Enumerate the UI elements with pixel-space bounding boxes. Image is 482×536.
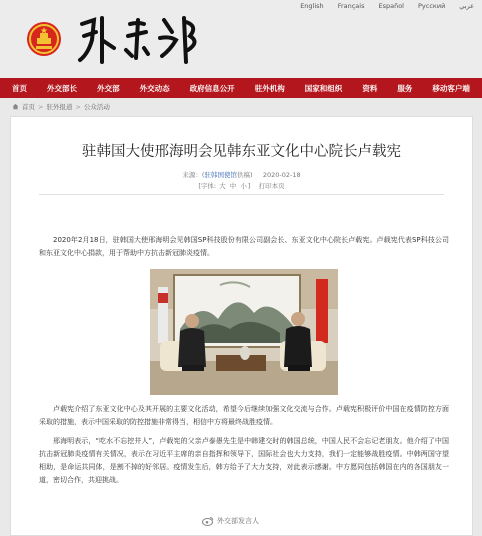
breadcrumb-separator: >	[75, 102, 81, 111]
lang-arabic[interactable]: عربي	[459, 2, 474, 10]
watermark	[202, 516, 259, 526]
main-nav	[0, 78, 482, 98]
article-title: 驻韩国大使邢海明会见韩东亚文化中心院长卢载宪	[82, 144, 401, 160]
article-source-line	[11, 170, 472, 179]
print-button[interactable]: 打印本页	[258, 182, 285, 190]
nav-services[interactable]: 服务	[397, 83, 413, 93]
lang-french[interactable]: Français	[337, 2, 365, 10]
nav-minister[interactable]: 外交部长	[47, 83, 78, 93]
nav-ministry[interactable]: 外交部	[97, 83, 120, 93]
article-paragraph: 邢海明表示，“吃水不忘挖井人”，卢载宪的父亲卢泰愚先生是中韩建交时的韩国总统，中国人民不会忘记老朋友。他介绍了中国抗击新冠肺炎疫情有关情况，表示在习近平主席的亲自指挥和领导下，国际社会也大力支持，我们一定能够战胜疫情。中韩两国守望相助，是命运共同体，是割不掉的好邻居。疫情发生后，韩方给予了大力支持，对此表示感谢。中方愿同包括韩国在内的各国朋友一道，密切合作，共迎挑战。	[39, 437, 449, 484]
home-icon	[12, 103, 19, 110]
font-small-button[interactable]: 小	[240, 182, 247, 190]
meeting-photo	[150, 269, 338, 395]
lang-spanish[interactable]: Español	[378, 2, 404, 10]
source-label: 来源：	[182, 171, 202, 179]
breadcrumb-home[interactable]: 首页	[22, 103, 35, 111]
font-size-end: ]	[247, 182, 251, 190]
nav-resources[interactable]: 资料	[362, 83, 378, 93]
breadcrumb-overseas-reports[interactable]: 驻外报道	[46, 103, 73, 111]
breadcrumb-separator: >	[38, 102, 44, 111]
nav-mobile-client[interactable]: 移动客户端	[432, 83, 470, 93]
font-size-label: [字体:	[198, 182, 217, 190]
ministry-calligraphy-logo	[74, 10, 204, 70]
lang-english[interactable]: English	[300, 2, 324, 10]
article-paragraph: 2020年2月18日，驻韩国大使邢海明会见韩国SP科技股份有限公司副会长、东亚文化中心院长卢载宪。卢载宪代表SP科技公司和东亚文化中心捐款，用于帮助中方抗击新冠肺炎疫情。	[39, 236, 449, 257]
font-size-controls	[11, 181, 472, 190]
nav-missions[interactable]: 驻外机构	[254, 83, 285, 93]
publish-date: 2020-02-18	[262, 171, 301, 179]
source-link: (驻韩国使馆供稿)	[201, 171, 253, 179]
nav-countries[interactable]: 国家和组织	[304, 83, 343, 93]
breadcrumb-public-activities[interactable]: 公众活动	[83, 103, 110, 111]
nav-gov-info[interactable]: 政府信息公开	[189, 83, 235, 93]
font-large-button[interactable]: 大	[219, 182, 226, 190]
national-emblem-icon	[26, 21, 62, 57]
nav-home[interactable]: 首页	[12, 83, 27, 93]
article-paragraph: 卢载宪介绍了东亚文化中心及其开展的主要文化活动，希望今后继续加强文化交流与合作。卢载宪积极评价中国在疫情防控方面采取的措施，表示中国采取的防控措施非常得当，相信中方将最终战胜疫情。	[39, 405, 449, 426]
divider	[39, 194, 444, 195]
breadcrumb	[12, 102, 110, 111]
article-panel	[10, 116, 473, 536]
source-embassy-link[interactable]: 驻韩国使馆	[204, 171, 237, 179]
site-header	[0, 0, 482, 78]
font-medium-button[interactable]: 中	[229, 182, 237, 190]
nav-diplomatic-news[interactable]: 外交动态	[139, 83, 170, 93]
lang-russian[interactable]: Русский	[418, 2, 446, 10]
weibo-icon	[202, 516, 214, 526]
watermark-text: 外交部发言人	[217, 517, 259, 525]
language-switcher	[300, 2, 474, 10]
